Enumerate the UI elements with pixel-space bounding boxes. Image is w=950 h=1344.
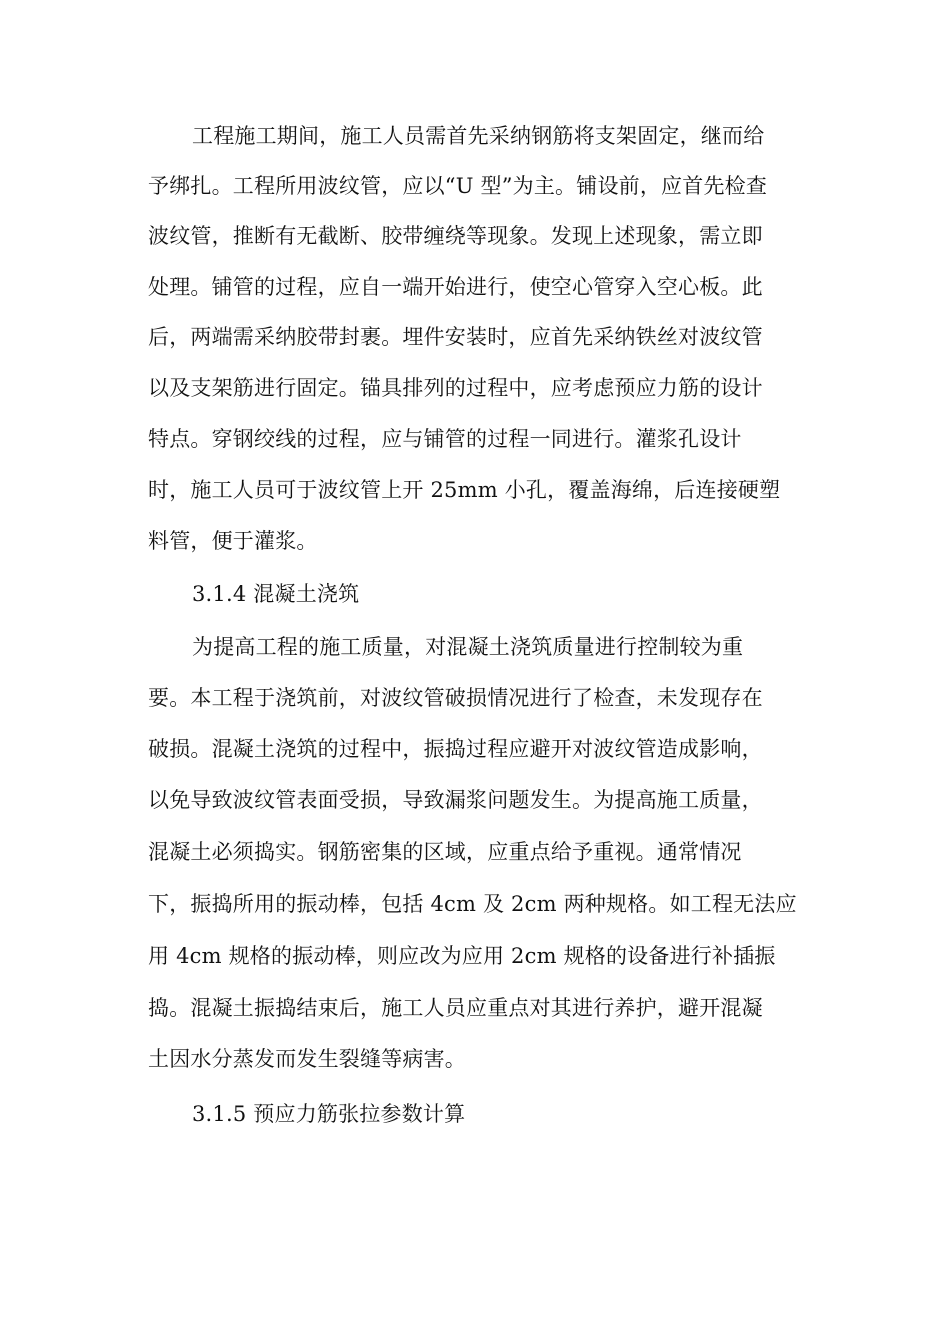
paragraph-2-line-2: 要。本工程于浇筑前，对波纹管破损情况进行了检查，未发现存在: [148, 686, 763, 710]
paragraph-1-line-5: 后，两端需采纳胶带封裹。埋件安装时，应首先采纳铁丝对波纹管: [148, 325, 763, 349]
paragraph-2-line-9: 土因水分蒸发而发生裂缝等病害。: [148, 1047, 466, 1071]
paragraph-2-line-3: 破损。混凝土浇筑的过程中，振捣过程应避开对波纹管造成影响，: [148, 737, 763, 761]
paragraph-2-line-8: 捣。混凝土振捣结束后，施工人员应重点对其进行养护，避开混凝: [148, 996, 763, 1020]
paragraph-2-line-1: 为提高工程的施工质量，对混凝土浇筑质量进行控制较为重: [192, 635, 744, 659]
paragraph-1-line-1: 工程施工期间，施工人员需首先采纳钢筋将支架固定，继而给: [192, 124, 765, 148]
paragraph-2-line-5: 混凝土必须捣实。钢筋密集的区域，应重点给予重视。通常情况: [148, 840, 742, 864]
paragraph-2-line-7: 用 4cm 规格的振动棒，则应改为应用 2cm 规格的设备进行补插振: [148, 944, 776, 968]
section-heading-3-1-4: 3.1.4 混凝土浇筑: [192, 582, 360, 606]
paragraph-1-line-6: 以及支架筋进行固定。锚具排列的过程中，应考虑预应力筋的设计: [148, 376, 763, 400]
paragraph-2-line-6: 下，振捣所用的振动棒，包括 4cm 及 2cm 两种规格。如工程无法应: [148, 892, 797, 916]
section-heading-3-1-5: 3.1.5 预应力筋张拉参数计算: [192, 1102, 466, 1126]
paragraph-1-line-9: 料管，便于灌浆。: [148, 529, 318, 553]
paragraph-1-line-4: 处理。铺管的过程，应自一端开始进行，使空心管穿入空心板。此: [148, 275, 763, 299]
paragraph-1-line-2: 予绑扎。工程所用波纹管，应以“U 型”为主。铺设前，应首先检查: [148, 174, 768, 198]
paragraph-1-line-7: 特点。穿钢绞线的过程，应与铺管的过程一同进行。灌浆孔设计: [148, 427, 742, 451]
paragraph-1-line-3: 波纹管，推断有无截断、胶带缠绕等现象。发现上述现象，需立即: [148, 224, 763, 248]
paragraph-2-line-4: 以免导致波纹管表面受损，导致漏浆问题发生。为提高施工质量，: [148, 788, 763, 812]
paragraph-1-line-8: 时，施工人员可于波纹管上开 25mm 小孔，覆盖海绵，后连接硬塑: [148, 478, 781, 502]
